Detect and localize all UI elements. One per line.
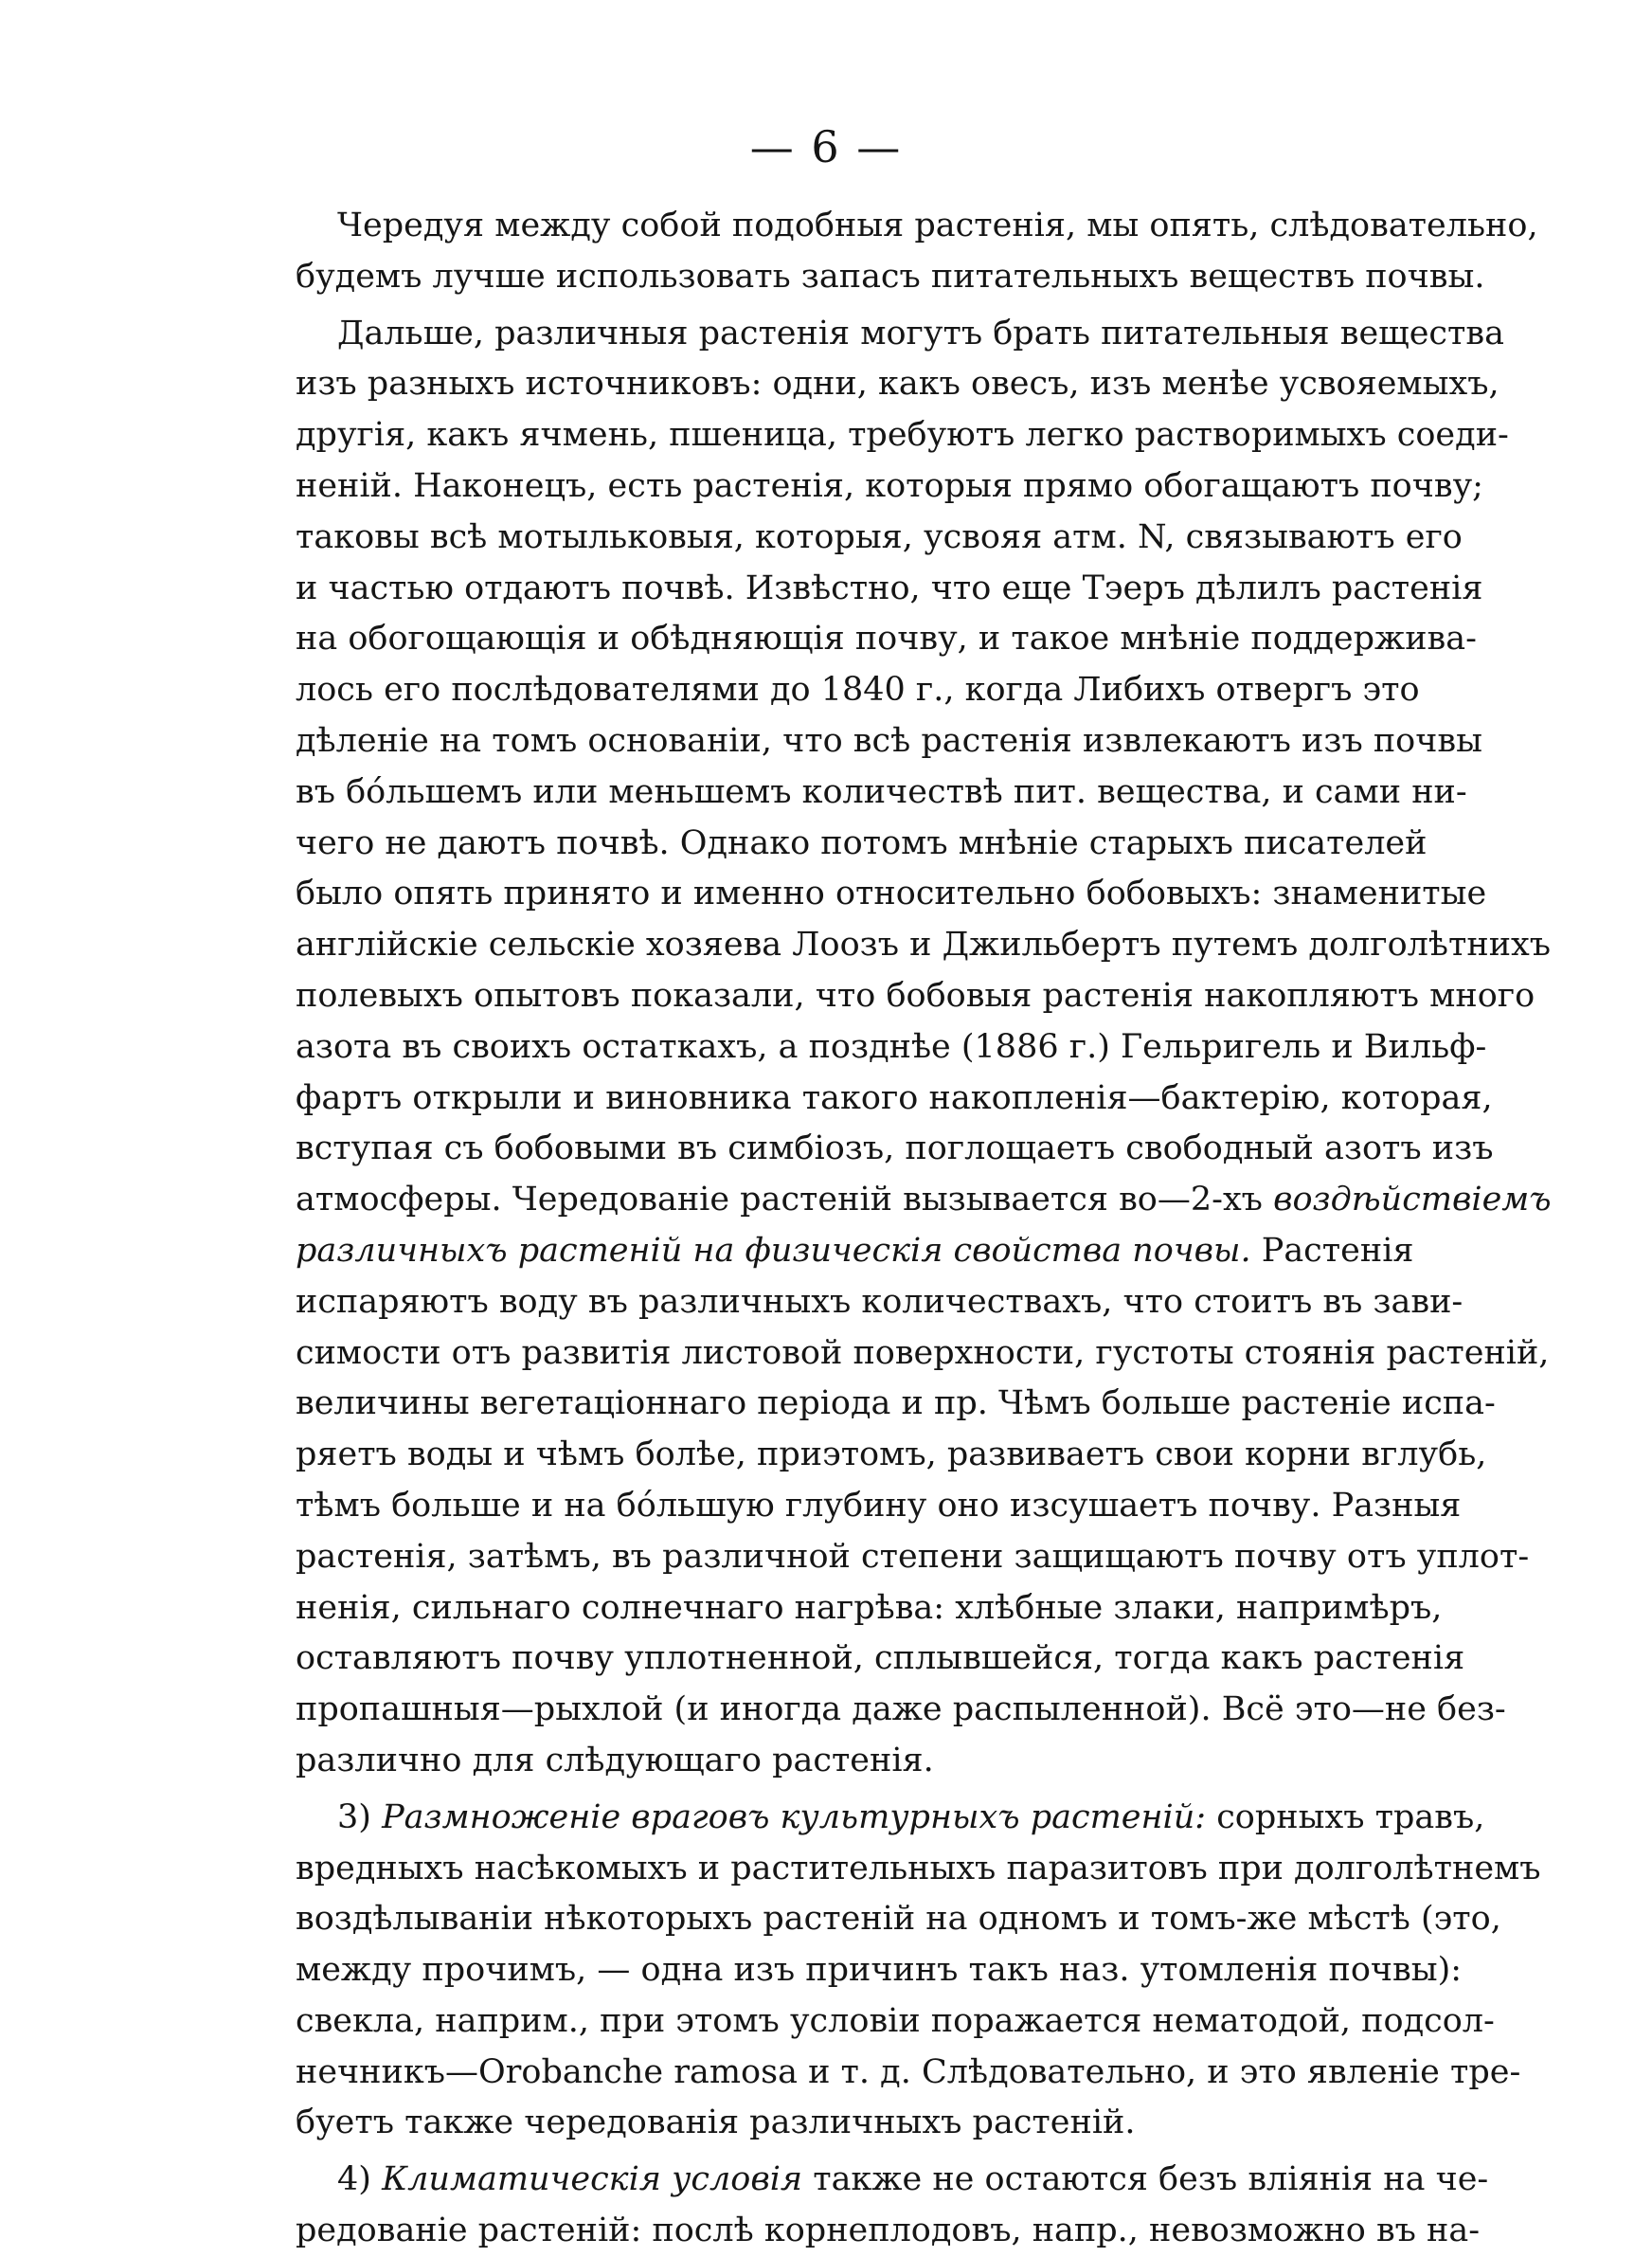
text-line: на обогощающія и обѣдняющія почву, и такое мнѣніе поддержива- [296, 620, 1477, 659]
text-line: чего не даютъ почвѣ. Однако потомъ мнѣніе старыхъ писателей [296, 823, 1428, 862]
text-line: воздѣлываніи нѣкоторыхъ растеній на одномъ и томъ-же мѣстѣ (это, [296, 1900, 1501, 1939]
text-line: лось его послѣдователями до 1840 г., когда Либихъ отвергъ это [296, 671, 1420, 710]
text-line: другія, какъ ячмень, пшеница, требуютъ легко растворимыхъ соеди- [296, 416, 1509, 455]
paragraph-3 [296, 1793, 1541, 2150]
line-text: сорныхъ травъ, [1206, 1797, 1485, 1836]
text-line: ненія, сильнаго солнечнаго нагрѣва: хлѣбные злаки, напримѣръ, [296, 1588, 1443, 1627]
text-line: Чередуя между собой подобныя растенія, мы опять, слѣдовательно, [337, 207, 1538, 244]
text-line: азота въ своихъ остаткахъ, а позднѣе (1886 г.) Гельригель и Вильф- [296, 1027, 1487, 1066]
text-line-mixed [296, 2155, 1489, 2206]
text-line: пропашныя—рыхлой (и иногда даже распыленной). Всё это—не без- [296, 1690, 1506, 1729]
text-line: буетъ также чередованія различныхъ растеній. [296, 2104, 1136, 2142]
text-line: неній. Наконецъ, есть растенія, которыя прямо обогащаютъ почву; [296, 466, 1483, 505]
text-line-mixed [296, 1793, 1485, 1844]
text-line: въ бо́льшемъ или меньшемъ количествѣ пит. вещества, и сами ни- [296, 772, 1467, 811]
text-line: вредныхъ насѣкомыхъ и растительныхъ паразитовъ при долголѣтнемъ [296, 1849, 1541, 1887]
paragraph-2 [296, 309, 1552, 1787]
emphasis-text: различныхъ растеній на физическія свойства почвы. [296, 1231, 1251, 1270]
text-line: ряетъ воды и чѣмъ болѣе, приэтомъ, развиваетъ свои корни вглубь, [296, 1435, 1487, 1474]
paragraph-4 [296, 2155, 1489, 2257]
text-line: оставляютъ почву уплотненной, сплывшейся, тогда какъ растенія [296, 1639, 1465, 1678]
text-line: было опять принято и именно относительно бобовыхъ: знаменитые [296, 875, 1487, 913]
text-line: тѣмъ больше и на бо́льшую глубину оно изсушаетъ почву. Разныя [296, 1486, 1462, 1525]
text-line: между прочимъ, — одна изъ причинъ такъ наз. утомленія почвы): [296, 1951, 1463, 1990]
text-line: таковы всѣ мотыльковыя, которыя, усвояя атм. N, связываютъ его [296, 517, 1463, 556]
body-text [296, 201, 1552, 2257]
emphasis-text: Климатическія условія [382, 2160, 803, 2199]
text-line: Дальше, различныя растенія могутъ брать питательныя вещества [337, 314, 1504, 352]
text-line: англійскіе сельскіе хозяева Лоозъ и Джильбертъ путемъ долголѣтнихъ [296, 926, 1552, 965]
text-line: будемъ лучше использовать запасъ питательныхъ веществъ почвы. [296, 257, 1485, 296]
emphasis-text: воздѣйствіемъ [1273, 1181, 1552, 1219]
text-line-mixed [296, 1175, 1552, 1226]
text-line: растенія, затѣмъ, въ различной степени защищаютъ почву отъ уплот- [296, 1537, 1530, 1576]
text-line: дѣленіе на томъ основаніи, что всѣ растенія извлекаютъ изъ почвы [296, 721, 1482, 760]
text-line: и частью отдаютъ почвѣ. Извѣстно, что еще Тэеръ дѣлилъ растенія [296, 569, 1483, 607]
text-line: вступая съ бобовыми въ симбіозъ, поглощаетъ свободный азотъ изъ [296, 1129, 1494, 1168]
page-number: — 6 — [749, 121, 903, 172]
text-line: фартъ открыли и виновника такого накопленія—бактерію, которая, [296, 1078, 1493, 1117]
line-text: также не остаются безъ вліянія на че- [802, 2160, 1489, 2199]
line-text: атмосферы. Чередованіе растеній вызывается во—2-хъ [296, 1181, 1274, 1219]
item-number: 4) [337, 2160, 383, 2199]
text-line: полевыхъ опытовъ показали, что бобовыя растенія накопляютъ много [296, 976, 1535, 1015]
paragraph-1 [296, 201, 1538, 303]
item-number: 3) [337, 1797, 383, 1836]
text-line: испаряютъ воду въ различныхъ количествахъ, что стоитъ въ зави- [296, 1282, 1463, 1321]
text-line: свекла, наприм., при этомъ условіи поражается нематодой, подсол- [296, 2001, 1495, 2040]
text-line: изъ разныхъ источниковъ: одни, какъ овесъ, изъ менѣе усвояемыхъ, [296, 365, 1499, 404]
text-line: величины вегетаціоннаго періода и пр. Чѣмъ больше растеніе испа- [296, 1384, 1496, 1423]
emphasis-text: Размноженіе враговъ культурныхъ растеній: [382, 1797, 1207, 1836]
text-line-mixed [296, 1226, 1414, 1277]
line-text: Растенія [1250, 1231, 1414, 1270]
text-line: различно для слѣдующаго растенія. [296, 1741, 934, 1779]
text-line: редованіе растеній: послѣ корнеплодовъ, напр., невозможно въ на- [296, 2212, 1481, 2250]
text-line: симости отъ развитія листовой поверхности, густоты стоянія растеній, [296, 1333, 1550, 1372]
text-line: нечникъ—Orobanche ramosa и т. д. Слѣдовательно, и это явленіе тре- [296, 2052, 1521, 2091]
